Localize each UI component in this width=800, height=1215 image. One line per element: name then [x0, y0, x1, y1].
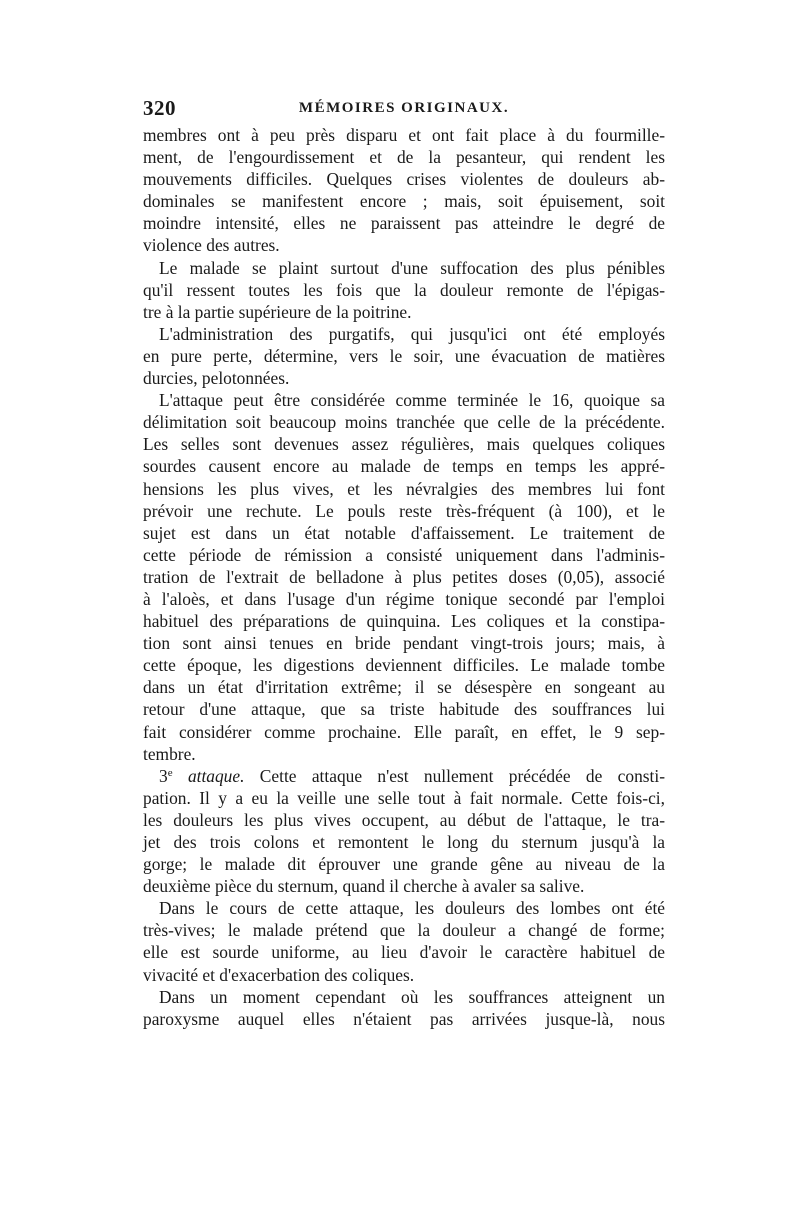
text-line: pation. Il y a eu la veille une selle tout à fait normale. Cette fois-ci,	[143, 787, 665, 808]
text-line: dans un état d'irritation extrême; il se désespère en songeant au	[143, 677, 665, 698]
attack-superscript: e	[167, 766, 173, 779]
text-line: jet des trois colons et remontent le long du sternum jusqu'à la	[143, 832, 665, 852]
text-line: sujet est dans un état notable d'affaissement. Le traitement de	[143, 522, 665, 543]
paragraph-6	[143, 897, 665, 985]
text-line: mouvements difficiles. Quelques crises violentes de douleurs ab-	[143, 169, 665, 190]
text-line: vivacité et d'exacerbation des coliques.	[143, 964, 415, 985]
text-line	[143, 765, 665, 787]
text-line: durcies, pelotonnées.	[143, 368, 290, 389]
text-line: deuxième pièce du sternum, quand il cherche à avaler sa salive.	[143, 876, 585, 897]
text-line: Le malade se plaint surtout d'une suffocation des plus pénibles	[159, 257, 665, 278]
text-line: paroxysme auquel elles n'étaient pas arrivées jusque-là, nous	[143, 1008, 665, 1029]
paragraph-3	[143, 323, 665, 389]
text-line: violence des autres.	[143, 235, 280, 256]
text-line: prévoir une rechute. Le pouls reste très-fréquent (à 100), et le	[143, 500, 665, 521]
text-line: très-vives; le malade prétend que la douleur a changé de forme;	[143, 920, 665, 941]
text-line: tration de l'extrait de belladone à plus petites doses (0,05), associé	[143, 566, 665, 587]
attack-label: attaque.	[187, 765, 245, 786]
text-line: elle est sourde uniforme, au lieu d'avoir le caractère habituel de	[143, 942, 665, 963]
attack-first-line-rest: Cette attaque n'est nullement précédée de consti-	[244, 765, 665, 786]
paragraph-4	[143, 389, 665, 765]
text-line: retour d'une attaque, que sa triste habitude des souffrances lui	[143, 699, 665, 720]
text-line: tion sont ainsi tenues en bride pendant vingt-trois jours; mais, à	[143, 633, 665, 654]
attack-number: 3	[159, 765, 168, 786]
text-line: délimitation soit beaucoup moins tranchée que celle de la précédente.	[143, 412, 665, 433]
text-line: qu'il ressent toutes les fois que la douleur remonte de l'épigas-	[143, 279, 665, 300]
running-title: MÉMOIRES ORIGINAUX.	[298, 100, 510, 116]
text-line: gorge; le malade dit éprouver une grande gêne au niveau de la	[143, 854, 665, 875]
text-line: tre à la partie supérieure de la poitrine.	[143, 301, 412, 322]
text-line: cette époque, les digestions deviennent difficiles. Le malade tombe	[143, 655, 665, 676]
page-number: 320	[143, 96, 176, 120]
text-line: Les selles sont devenues assez régulières, mais quelques coliques	[143, 434, 665, 455]
text-line: moindre intensité, elles ne paraissent pas atteindre le degré de	[143, 213, 665, 234]
text-line: membres ont à peu près disparu et ont fait place à du fourmille-	[143, 125, 665, 145]
text-line: Dans le cours de cette attaque, les douleurs des lombes ont été	[159, 898, 665, 919]
text-line: hensions les plus vives, et les névralgies des membres lui font	[143, 478, 665, 499]
text-line: tembre.	[143, 743, 196, 764]
text-line: cette période de rémission a consisté uniquement dans l'adminis-	[143, 544, 665, 565]
paragraph-5	[143, 765, 665, 898]
text-line: L'attaque peut être considérée comme terminée le 16, quoique sa	[159, 390, 665, 411]
text-line: à l'aloès, et dans l'usage d'un régime tonique secondé par l'emploi	[143, 588, 665, 609]
running-head	[143, 96, 665, 124]
text-line: fait considérer comme prochaine. Elle paraît, en effet, le 9 sep-	[143, 721, 665, 742]
text-line: ment, de l'engourdissement et de la pesanteur, qui rendent les	[143, 147, 665, 168]
text-line: sourdes causent encore au malade de temps en temps les appré-	[143, 456, 665, 477]
text-line: habituel des préparations de quinquina. Les coliques et la constipa-	[143, 611, 665, 632]
text-line: L'administration des purgatifs, qui jusqu'ici ont été employés	[159, 323, 665, 344]
paragraph-2	[143, 257, 665, 323]
text-line: en pure perte, détermine, vers le soir, une évacuation de matières	[143, 345, 665, 366]
text-line: Dans un moment cependant où les souffrances atteignent un	[159, 986, 665, 1007]
paragraph-1	[143, 124, 665, 257]
paragraph-7	[143, 986, 665, 1030]
text-line: les douleurs les plus vives occupent, au début de l'attaque, le tra-	[143, 809, 665, 830]
text-line: dominales se manifestent encore ; mais, soit épuisement, soit	[143, 191, 665, 212]
body-text	[143, 124, 665, 1030]
